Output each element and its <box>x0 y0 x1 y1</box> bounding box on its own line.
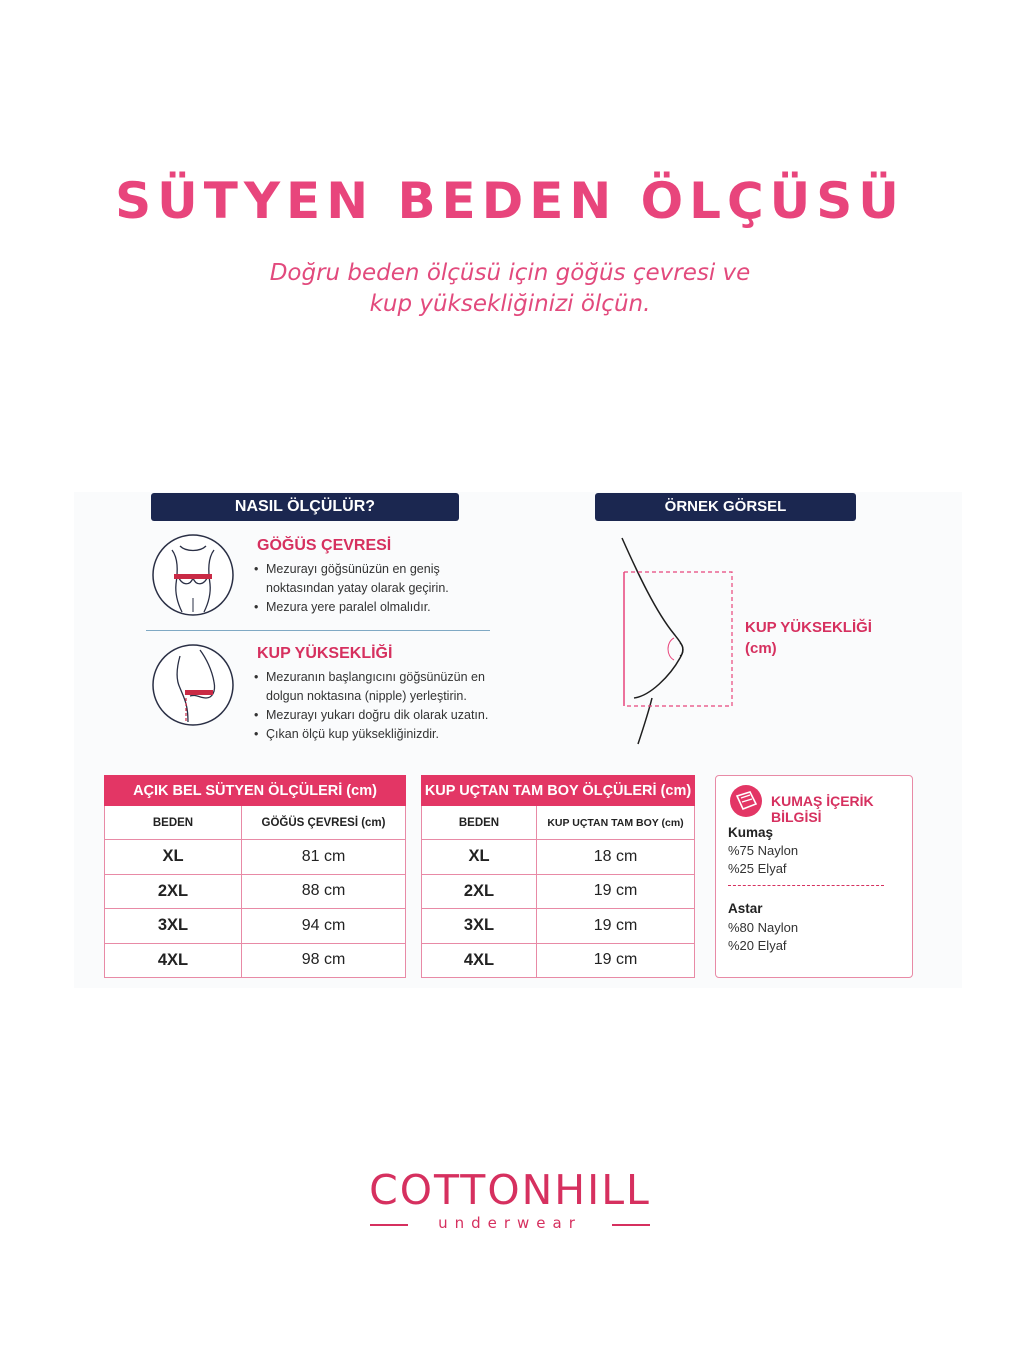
table-row <box>105 943 406 978</box>
table-row <box>422 874 695 909</box>
table-row <box>422 943 695 978</box>
lining-line-2: %20 Elyaf <box>728 938 787 953</box>
size-cell: 4XL <box>422 943 537 978</box>
value-cell: 18 cm <box>537 840 695 875</box>
cup-height-label-line-1: KUP YÜKSEKLİĞİ <box>745 619 872 636</box>
open-back-table-caption: AÇIK BEL SÜTYEN ÖLÇÜLERİ (cm) <box>105 776 406 806</box>
size-cell: 3XL <box>105 909 242 944</box>
value-cell: 98 cm <box>242 943 406 978</box>
size-cell: XL <box>105 840 242 875</box>
page-title: SÜTYEN BEDEN ÖLÇÜSÜ <box>115 172 905 230</box>
size-cell: 4XL <box>105 943 242 978</box>
how-to-measure-heading: NASIL ÖLÇÜLÜR? <box>151 493 459 521</box>
list-item: • Mezurayı yukarı doğru dik olarak uzatın. <box>254 706 504 725</box>
main-fabric-line-1: %75 Naylon <box>728 843 799 858</box>
table-row <box>422 840 695 875</box>
size-cell: XL <box>422 840 537 875</box>
cup-section-title: KUP YÜKSEKLİĞİ <box>257 645 393 662</box>
chest-instructions <box>254 560 494 617</box>
table-row <box>105 909 406 944</box>
list-item: • Çıkan ölçü kup yüksekliğinizdir. <box>254 725 504 744</box>
cup-height-label <box>745 617 872 659</box>
list-item: • Mezurayı göğsünüzün en geniş noktasından yatay olarak geçirin. <box>254 560 494 598</box>
table-row <box>422 909 695 944</box>
cup-height-label-line-2: (cm) <box>745 640 777 657</box>
list-item: • Mezuranın başlangıcını göğsünüzün en dolgun noktasına (nipple) yerleştirin. <box>254 668 504 706</box>
value-cell: 19 cm <box>537 943 695 978</box>
column-header-size: BEDEN <box>422 806 537 840</box>
value-cell: 19 cm <box>537 874 695 909</box>
brand-tagline: underwear <box>438 1214 582 1232</box>
cup-height-diagram <box>604 534 744 748</box>
lining-label: Astar <box>728 901 763 916</box>
column-header-chest: GÖĞÜS ÇEVRESİ (cm) <box>242 806 406 840</box>
lining-line-1: %80 Naylon <box>728 920 799 935</box>
cup-length-size-table <box>421 775 695 978</box>
table-row <box>105 874 406 909</box>
fabric-content-box <box>715 775 913 978</box>
column-header-size: BEDEN <box>105 806 242 840</box>
page-subtitle <box>0 258 1020 320</box>
column-header-cup-length: KUP UÇTAN TAM BOY (cm) <box>537 806 695 840</box>
value-cell: 88 cm <box>242 874 406 909</box>
subtitle-line-2: kup yüksekliğinizi ölçün. <box>369 291 651 317</box>
sample-image-heading: ÖRNEK GÖRSEL <box>595 493 856 521</box>
cup-table-caption: KUP UÇTAN TAM BOY ÖLÇÜLERİ (cm) <box>422 776 695 806</box>
main-fabric-line-2: %25 Elyaf <box>728 861 787 876</box>
table-row <box>105 840 406 875</box>
value-cell: 19 cm <box>537 909 695 944</box>
torso-chest-measure-icon <box>150 532 236 618</box>
section-divider <box>146 630 490 631</box>
logo-line-right <box>612 1224 650 1226</box>
fabric-divider <box>728 885 884 886</box>
size-cell: 2XL <box>422 874 537 909</box>
size-cell: 2XL <box>105 874 242 909</box>
chest-section-title: GÖĞÜS ÇEVRESİ <box>257 537 392 554</box>
cup-instructions <box>254 668 504 744</box>
torso-side-measure-icon <box>150 642 236 728</box>
fabric-label-icon <box>728 784 764 818</box>
size-guide-panel <box>74 492 962 988</box>
subtitle-line-1: Doğru beden ölçüsü için göğüs çevresi ve <box>269 260 751 286</box>
value-cell: 81 cm <box>242 840 406 875</box>
fabric-content-title: KUMAŞ İÇERİK BİLGİSİ <box>771 793 874 825</box>
size-cell: 3XL <box>422 909 537 944</box>
brand-logo: COTTONHILL <box>369 1166 651 1214</box>
open-back-bra-size-table <box>104 775 406 978</box>
value-cell: 94 cm <box>242 909 406 944</box>
list-item: • Mezura yere paralel olmalıdır. <box>254 598 494 617</box>
main-fabric-label: Kumaş <box>728 825 774 840</box>
